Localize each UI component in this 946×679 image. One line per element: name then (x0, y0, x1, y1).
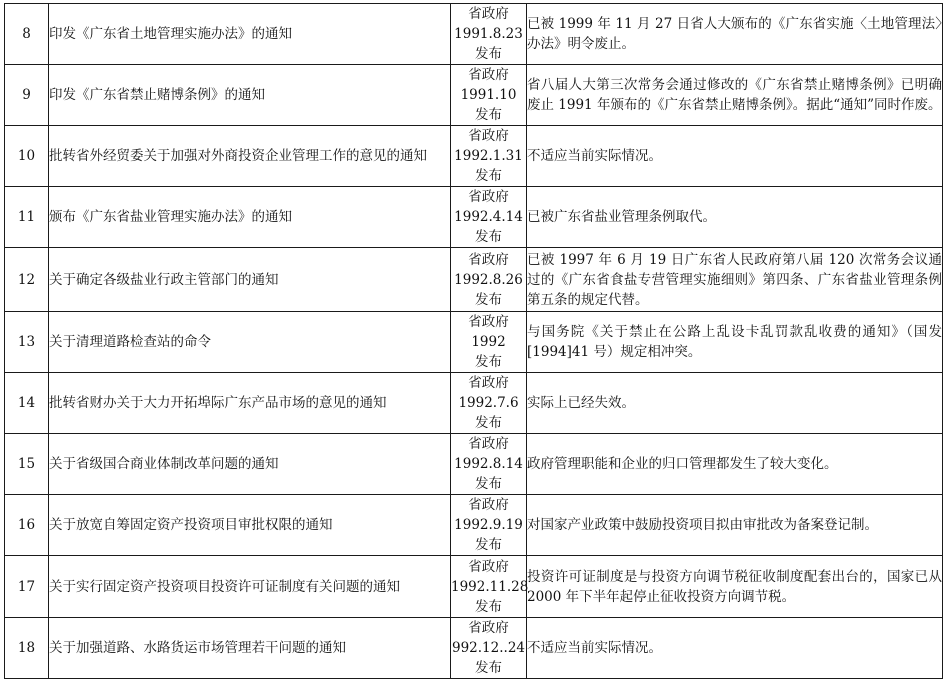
regulation-table (4, 3, 943, 679)
repeal-reason: 已被广东省盐业管理条例取代。 (527, 187, 943, 248)
table-row (5, 126, 943, 187)
table-row (5, 65, 943, 126)
row-number: 12 (5, 248, 49, 312)
table-row (5, 618, 943, 679)
issue-action: 发布 (475, 660, 502, 676)
issue-date: 1992.8.14 (454, 456, 523, 472)
issue-action: 发布 (475, 476, 502, 492)
row-number: 16 (5, 495, 49, 556)
repeal-reason: 实际上已经失效。 (527, 373, 943, 434)
issue-action: 发布 (475, 168, 502, 184)
issue-info (451, 248, 527, 312)
issue-action: 发布 (475, 291, 502, 308)
document-title: 关于放宽自筹固定资产投资项目审批权限的通知 (49, 495, 451, 556)
issue-date: 1991.10 (460, 87, 517, 103)
issuer: 省政府 (468, 436, 509, 452)
issue-date: 1992 (471, 334, 506, 350)
row-number: 14 (5, 373, 49, 434)
issuer: 省政府 (468, 128, 509, 144)
issuer: 省政府 (468, 620, 509, 636)
row-number: 8 (5, 4, 49, 65)
table-row (5, 4, 943, 65)
issuer: 省政府 (468, 375, 509, 391)
repeal-reason: 不适应当前实际情况。 (527, 618, 943, 679)
document-title: 印发《广东省土地管理实施办法》的通知 (49, 4, 451, 65)
document-title: 颁布《广东省盐业管理实施办法》的通知 (49, 187, 451, 248)
document-title: 关于清理道路检查站的命令 (49, 312, 451, 373)
issue-info (451, 556, 527, 618)
issue-date: 1992.7.6 (458, 395, 519, 411)
row-number: 13 (5, 312, 49, 373)
document-title: 关于实行固定资产投资项目投资许可证制度有关问题的通知 (49, 556, 451, 618)
issuer: 省政府 (468, 497, 509, 513)
table-row (5, 556, 943, 618)
table-row (5, 373, 943, 434)
document-title: 批转省外经贸委关于加强对外商投资企业管理工作的意见的通知 (49, 126, 451, 187)
repeal-reason: 政府管理职能和企业的归口管理都发生了较大变化。 (527, 434, 943, 495)
document-title: 关于省级国合商业体制改革问题的通知 (49, 434, 451, 495)
issue-date: 992.12..24 (452, 640, 525, 656)
issue-action: 发布 (475, 537, 502, 553)
issue-date: 1992.1.31 (454, 148, 523, 164)
repeal-reason: 省八届人大第三次常务会通过修改的《广东省禁止赌博条例》已明确废止 1991 年颁布的《广东省禁止赌博条例》。据此“通知”同时作废。 (527, 65, 943, 126)
issue-action: 发布 (475, 107, 502, 123)
document-title: 关于加强道路、水路货运市场管理若干问题的通知 (49, 618, 451, 679)
repeal-reason: 与国务院《关于禁止在公路上乱设卡乱罚款乱收费的通知》（国发[1994]41 号）规定相冲突。 (527, 312, 943, 373)
issuer: 省政府 (468, 314, 509, 330)
issue-info (451, 373, 527, 434)
document-title: 批转省财办关于大力开拓埠际广东产品市场的意见的通知 (49, 373, 451, 434)
issuer: 省政府 (468, 189, 509, 205)
issue-info (451, 4, 527, 65)
table-row (5, 187, 943, 248)
row-number: 10 (5, 126, 49, 187)
repeal-reason: 不适应当前实际情况。 (527, 126, 943, 187)
issue-info (451, 618, 527, 679)
issue-action: 发布 (475, 415, 502, 431)
issuer: 省政府 (468, 251, 509, 268)
issue-info (451, 65, 527, 126)
issue-date: 1992.9.19 (454, 517, 523, 533)
issue-date: 1992.4.14 (454, 209, 523, 225)
issue-date: 1992.11.28 (451, 578, 529, 595)
row-number: 18 (5, 618, 49, 679)
issue-info (451, 495, 527, 556)
issue-action: 发布 (475, 598, 502, 615)
row-number: 9 (5, 65, 49, 126)
repeal-reason: 投资许可证制度是与投资方向调节税征收制度配套出台的，国家已从 2000 年下半年起停止征收投资方向调节税。 (527, 556, 943, 618)
document-title: 印发《广东省禁止赌博条例》的通知 (49, 65, 451, 126)
table-row (5, 248, 943, 312)
repeal-reason: 已被 1997 年 6 月 19 日广东省人民政府第八届 120 次常务会议通过的《广东省食盐专营管理实施细则》第四条、广东省盐业管理条例第五条的规定代替。 (527, 248, 943, 312)
row-number: 15 (5, 434, 49, 495)
issuer: 省政府 (468, 6, 509, 22)
issue-info (451, 187, 527, 248)
issuer: 省政府 (468, 558, 509, 575)
issue-action: 发布 (475, 229, 502, 245)
issue-info (451, 126, 527, 187)
issue-action: 发布 (475, 46, 502, 62)
table-row (5, 434, 943, 495)
issue-info (451, 312, 527, 373)
row-number: 11 (5, 187, 49, 248)
document-title: 关于确定各级盐业行政主管部门的通知 (49, 248, 451, 312)
issue-date: 1991.8.23 (454, 26, 523, 42)
issue-date: 1992.8.26 (454, 271, 523, 288)
issue-info (451, 434, 527, 495)
row-number: 17 (5, 556, 49, 618)
table-row (5, 312, 943, 373)
issue-action: 发布 (475, 354, 502, 370)
table-row (5, 495, 943, 556)
issuer: 省政府 (468, 67, 509, 83)
repeal-reason: 已被 1999 年 11 月 27 日省人大颁布的《广东省实施〈土地管理法〉办法》明令废止。 (527, 4, 943, 65)
repeal-reason: 对国家产业政策中鼓励投资项目拟由审批改为备案登记制。 (527, 495, 943, 556)
